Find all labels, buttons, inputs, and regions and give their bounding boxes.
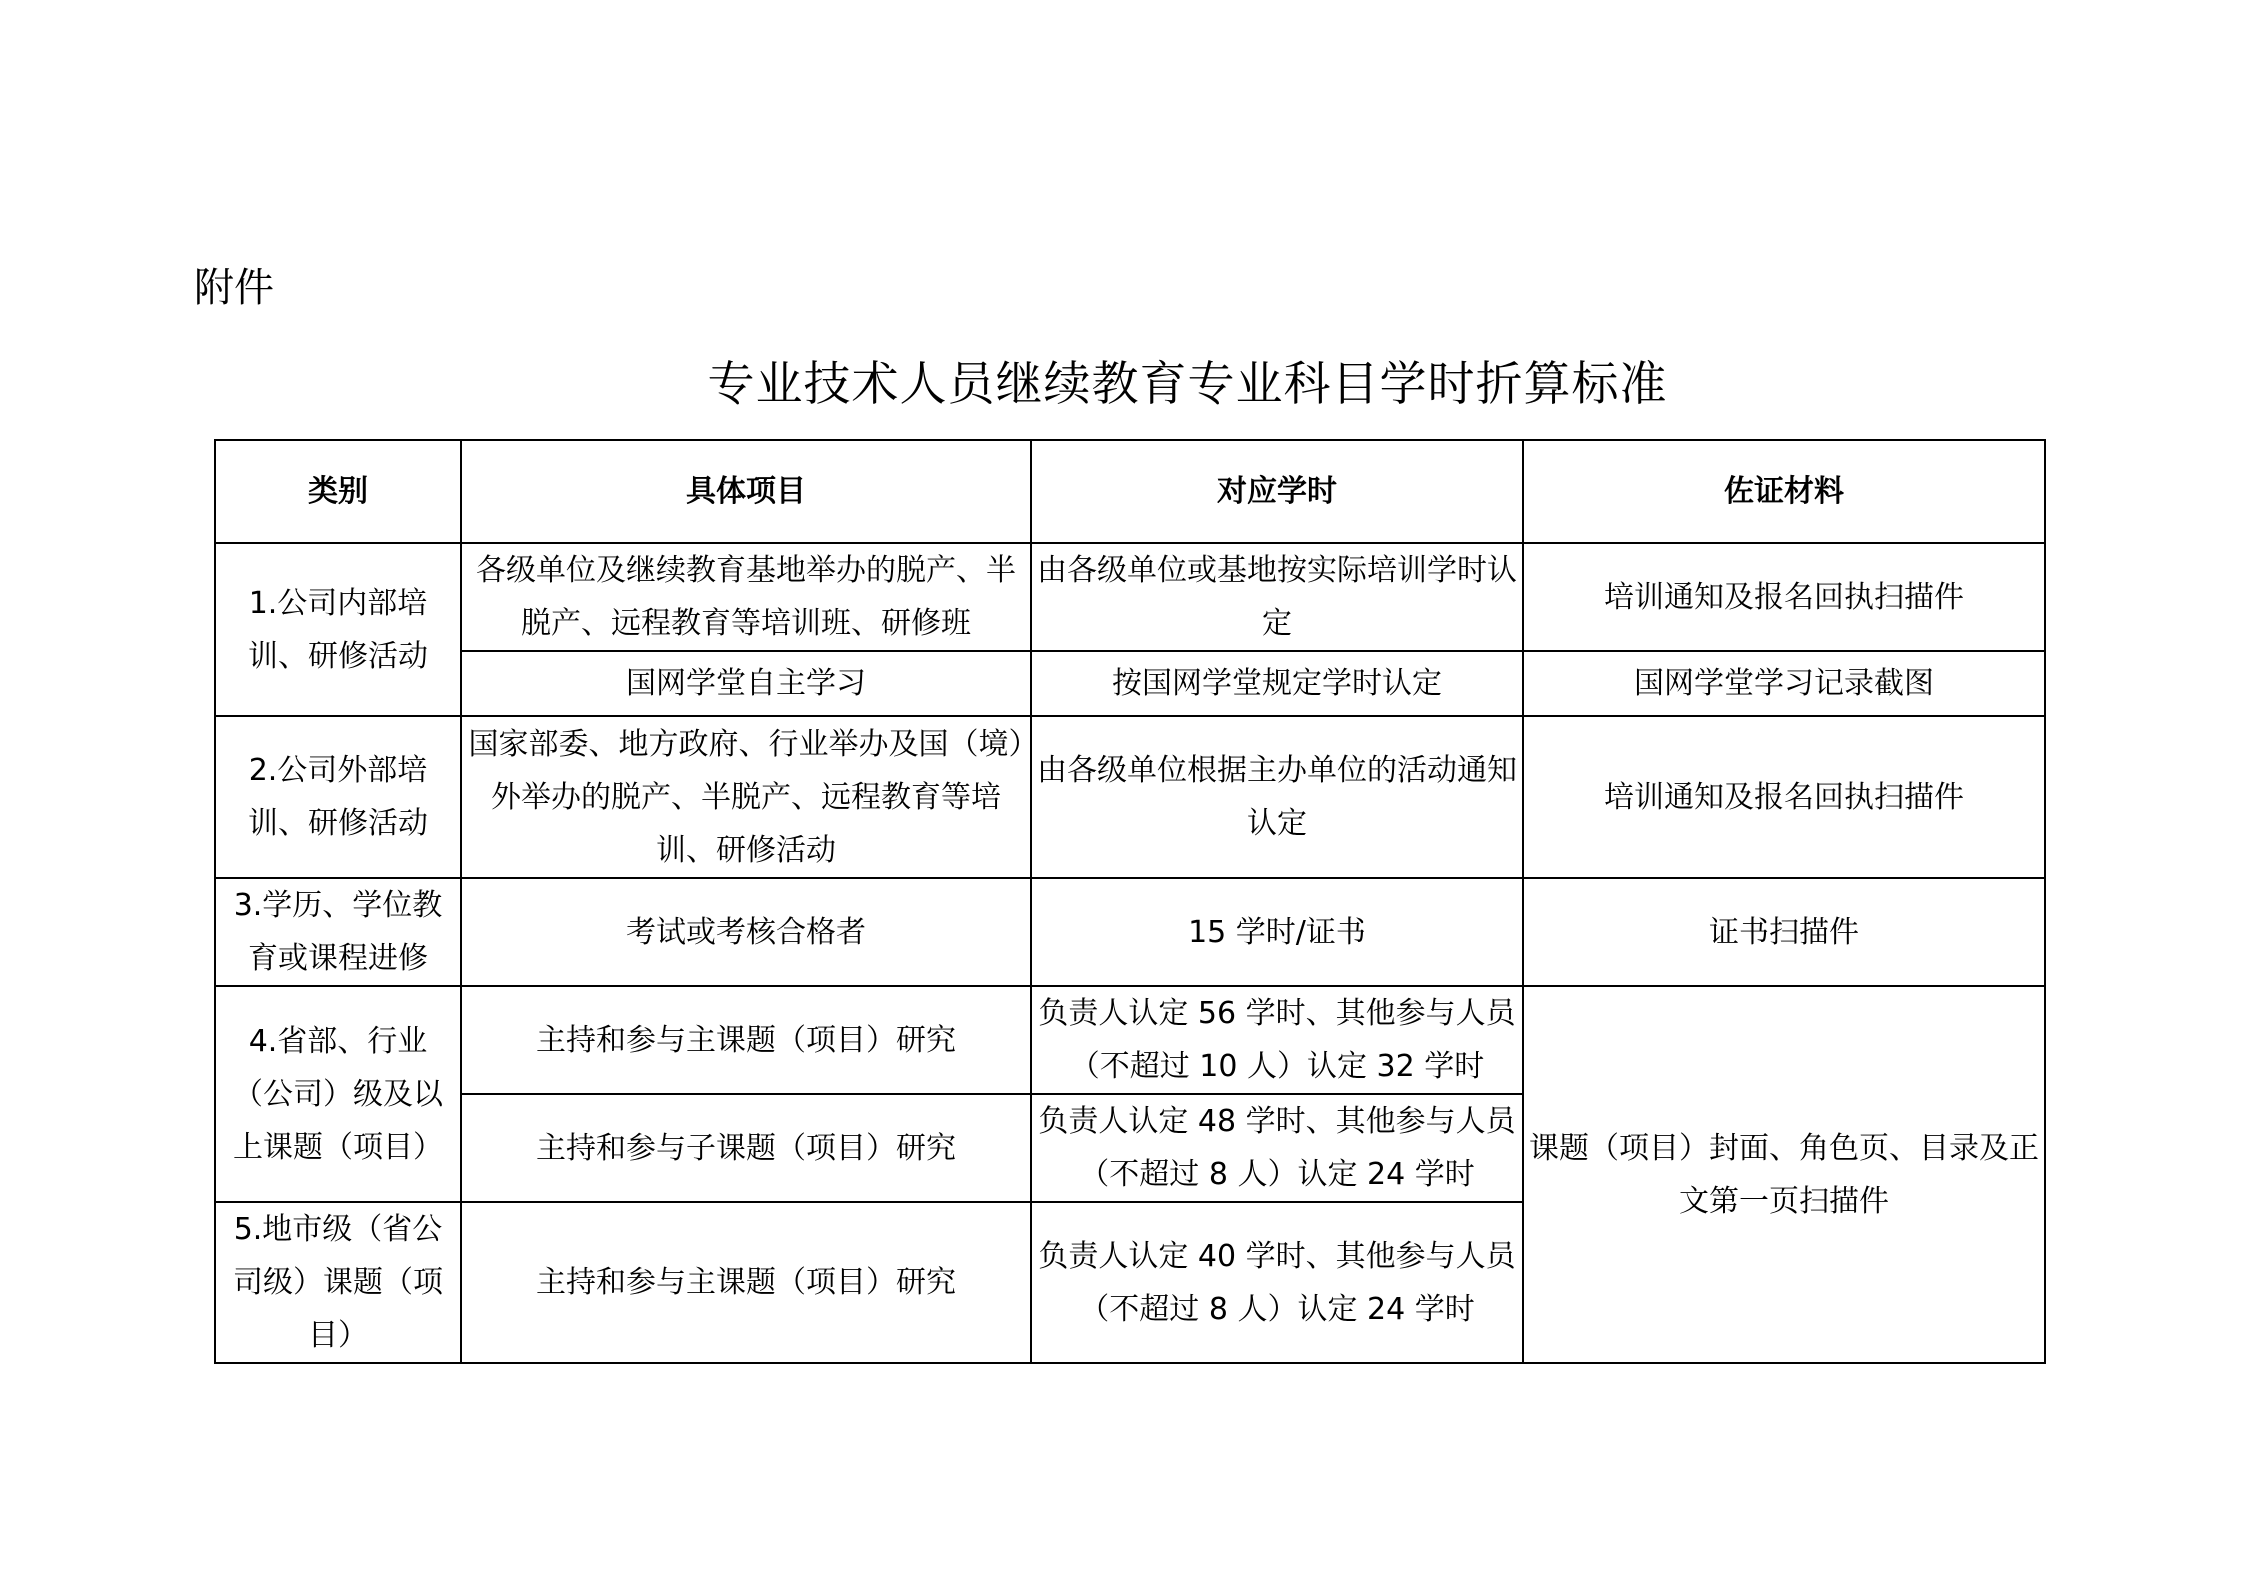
item-cell: 考试或考核合格者 bbox=[461, 878, 1031, 986]
evidence-cell: 培训通知及报名回执扫描件 bbox=[1523, 543, 2045, 651]
evidence-cell: 国网学堂学习记录截图 bbox=[1523, 651, 2045, 716]
hours-cell: 15 学时/证书 bbox=[1031, 878, 1523, 986]
table-row bbox=[215, 878, 2045, 986]
evidence-cell: 证书扫描件 bbox=[1523, 878, 2045, 986]
item-cell: 主持和参与主课题（项目）研究 bbox=[461, 986, 1031, 1094]
table-row bbox=[215, 986, 2045, 1094]
item-cell: 主持和参与子课题（项目）研究 bbox=[461, 1094, 1031, 1202]
item-cell: 主持和参与主课题（项目）研究 bbox=[461, 1202, 1031, 1363]
item-cell: 国家部委、地方政府、行业举办及国（境）外举办的脱产、半脱产、远程教育等培训、研修活动 bbox=[461, 716, 1031, 878]
evidence-cell: 培训通知及报名回执扫描件 bbox=[1523, 716, 2045, 878]
header-evidence: 佐证材料 bbox=[1523, 440, 2045, 543]
hours-cell: 由各级单位或基地按实际培训学时认定 bbox=[1031, 543, 1523, 651]
hours-cell: 负责人认定 40 学时、其他参与人员（不超过 8 人）认定 24 学时 bbox=[1031, 1202, 1523, 1363]
header-hours: 对应学时 bbox=[1031, 440, 1523, 543]
category-cell: 2.公司外部培训、研修活动 bbox=[215, 716, 461, 878]
item-cell: 各级单位及继续教育基地举办的脱产、半脱产、远程教育等培训班、研修班 bbox=[461, 543, 1031, 651]
category-cell: 4.省部、行业（公司）级及以上课题（项目） bbox=[215, 986, 461, 1202]
item-cell: 国网学堂自主学习 bbox=[461, 651, 1031, 716]
category-cell: 1.公司内部培训、研修活动 bbox=[215, 543, 461, 716]
hours-cell: 负责人认定 56 学时、其他参与人员（不超过 10 人）认定 32 学时 bbox=[1031, 986, 1523, 1094]
header-item: 具体项目 bbox=[461, 440, 1031, 543]
table-header-row bbox=[215, 440, 2045, 543]
document-title: 专业技术人员继续教育专业科目学时折算标准 bbox=[707, 357, 1668, 412]
hours-cell: 按国网学堂规定学时认定 bbox=[1031, 651, 1523, 716]
evidence-cell: 课题（项目）封面、角色页、目录及正文第一页扫描件 bbox=[1523, 986, 2045, 1363]
table-row bbox=[215, 543, 2045, 651]
table-row bbox=[215, 716, 2045, 878]
attachment-label: 附件 bbox=[194, 265, 274, 311]
hours-cell: 负责人认定 48 学时、其他参与人员（不超过 8 人）认定 24 学时 bbox=[1031, 1094, 1523, 1202]
hours-cell: 由各级单位根据主办单位的活动通知认定 bbox=[1031, 716, 1523, 878]
category-cell: 3.学历、学位教育或课程进修 bbox=[215, 878, 461, 986]
header-category: 类别 bbox=[215, 440, 461, 543]
category-cell: 5.地市级（省公司级）课题（项目） bbox=[215, 1202, 461, 1363]
conversion-standard-table bbox=[214, 439, 2046, 1364]
table-row bbox=[215, 651, 2045, 716]
